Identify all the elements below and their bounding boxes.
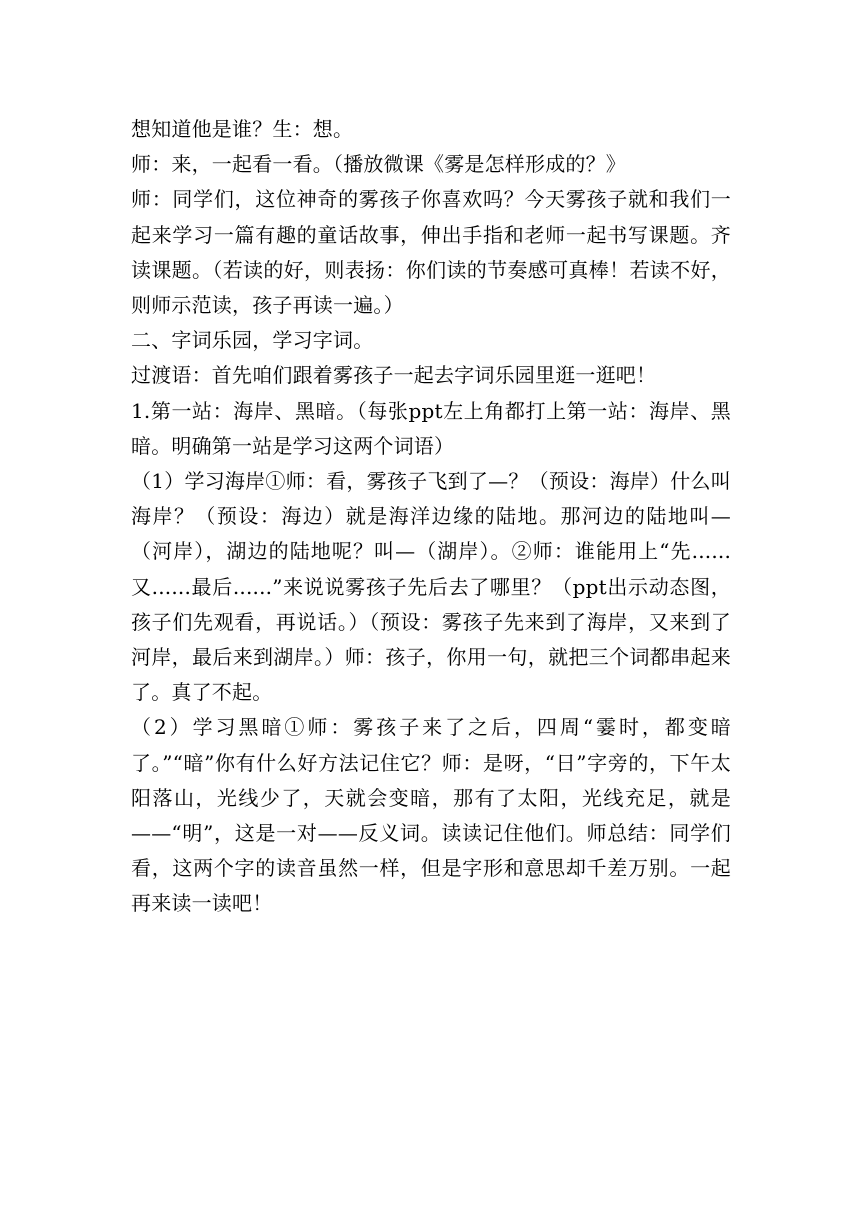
paragraph-first-stop: 1.第一站：海岸、黑暗。（每张ppt左上角都打上第一站：海岸、黑暗。明确第一站是学习这两个词语） xyxy=(131,398,731,458)
paragraph-intro-question: 想知道他是谁？生：想。 xyxy=(131,117,354,141)
paragraph-learn-heian: （2）学习黑暗①师：雾孩子来了之后，四周“霎时，都变暗了。”“暗”你有什么好方法记住它？师：是呀，“日”字旁的，下午太阳落山，光线少了，天就会变暗，那有了太阳，光线充足，就是——“明”，这是一对——反义词。读读记住他们。师总结：同学们看，这两个字的读音虽然一样，但是字形和意思却千差万别。一起再来读一读吧！ xyxy=(131,715,731,916)
document-body xyxy=(131,112,731,922)
paragraph-learn-haian: （1）学习海岸①师：看，雾孩子飞到了—？（预设：海岸）什么叫海岸？（预设：海边）就是海洋边缘的陆地。那河边的陆地叫—（河岸），湖边的陆地呢？叫—（湖岸）。②师：谁能用上“先......又......最后......”来说说雾孩子先后去了哪里？（ppt出示动态图，孩子们先观看，再说话。）（预设：雾孩子先来到了海岸，又来到了河岸，最后来到湖岸。）师：孩子，你用一句，就把三个词都串起来了。真了不起。 xyxy=(131,469,731,705)
paragraph-transition: 过渡语：首先咱们跟着雾孩子一起去字词乐园里逛一逛吧！ xyxy=(131,363,657,388)
paragraph-lesson-title: 师：同学们，这位神奇的雾孩子你喜欢吗？今天雾孩子就和我们一起来学习一篇有趣的童话故事，伸出手指和老师一起书写课题。齐读课题。（若读的好，则表扬：你们读的节奏感可真棒！若读不好，则师示范读，孩子再读一遍。） xyxy=(131,187,731,318)
section-heading-word-garden: 二、字词乐园，学习字词。 xyxy=(131,328,374,353)
paragraph-play-video: 师：来，一起看一看。（播放微课《雾是怎样形成的？》 xyxy=(131,152,626,177)
